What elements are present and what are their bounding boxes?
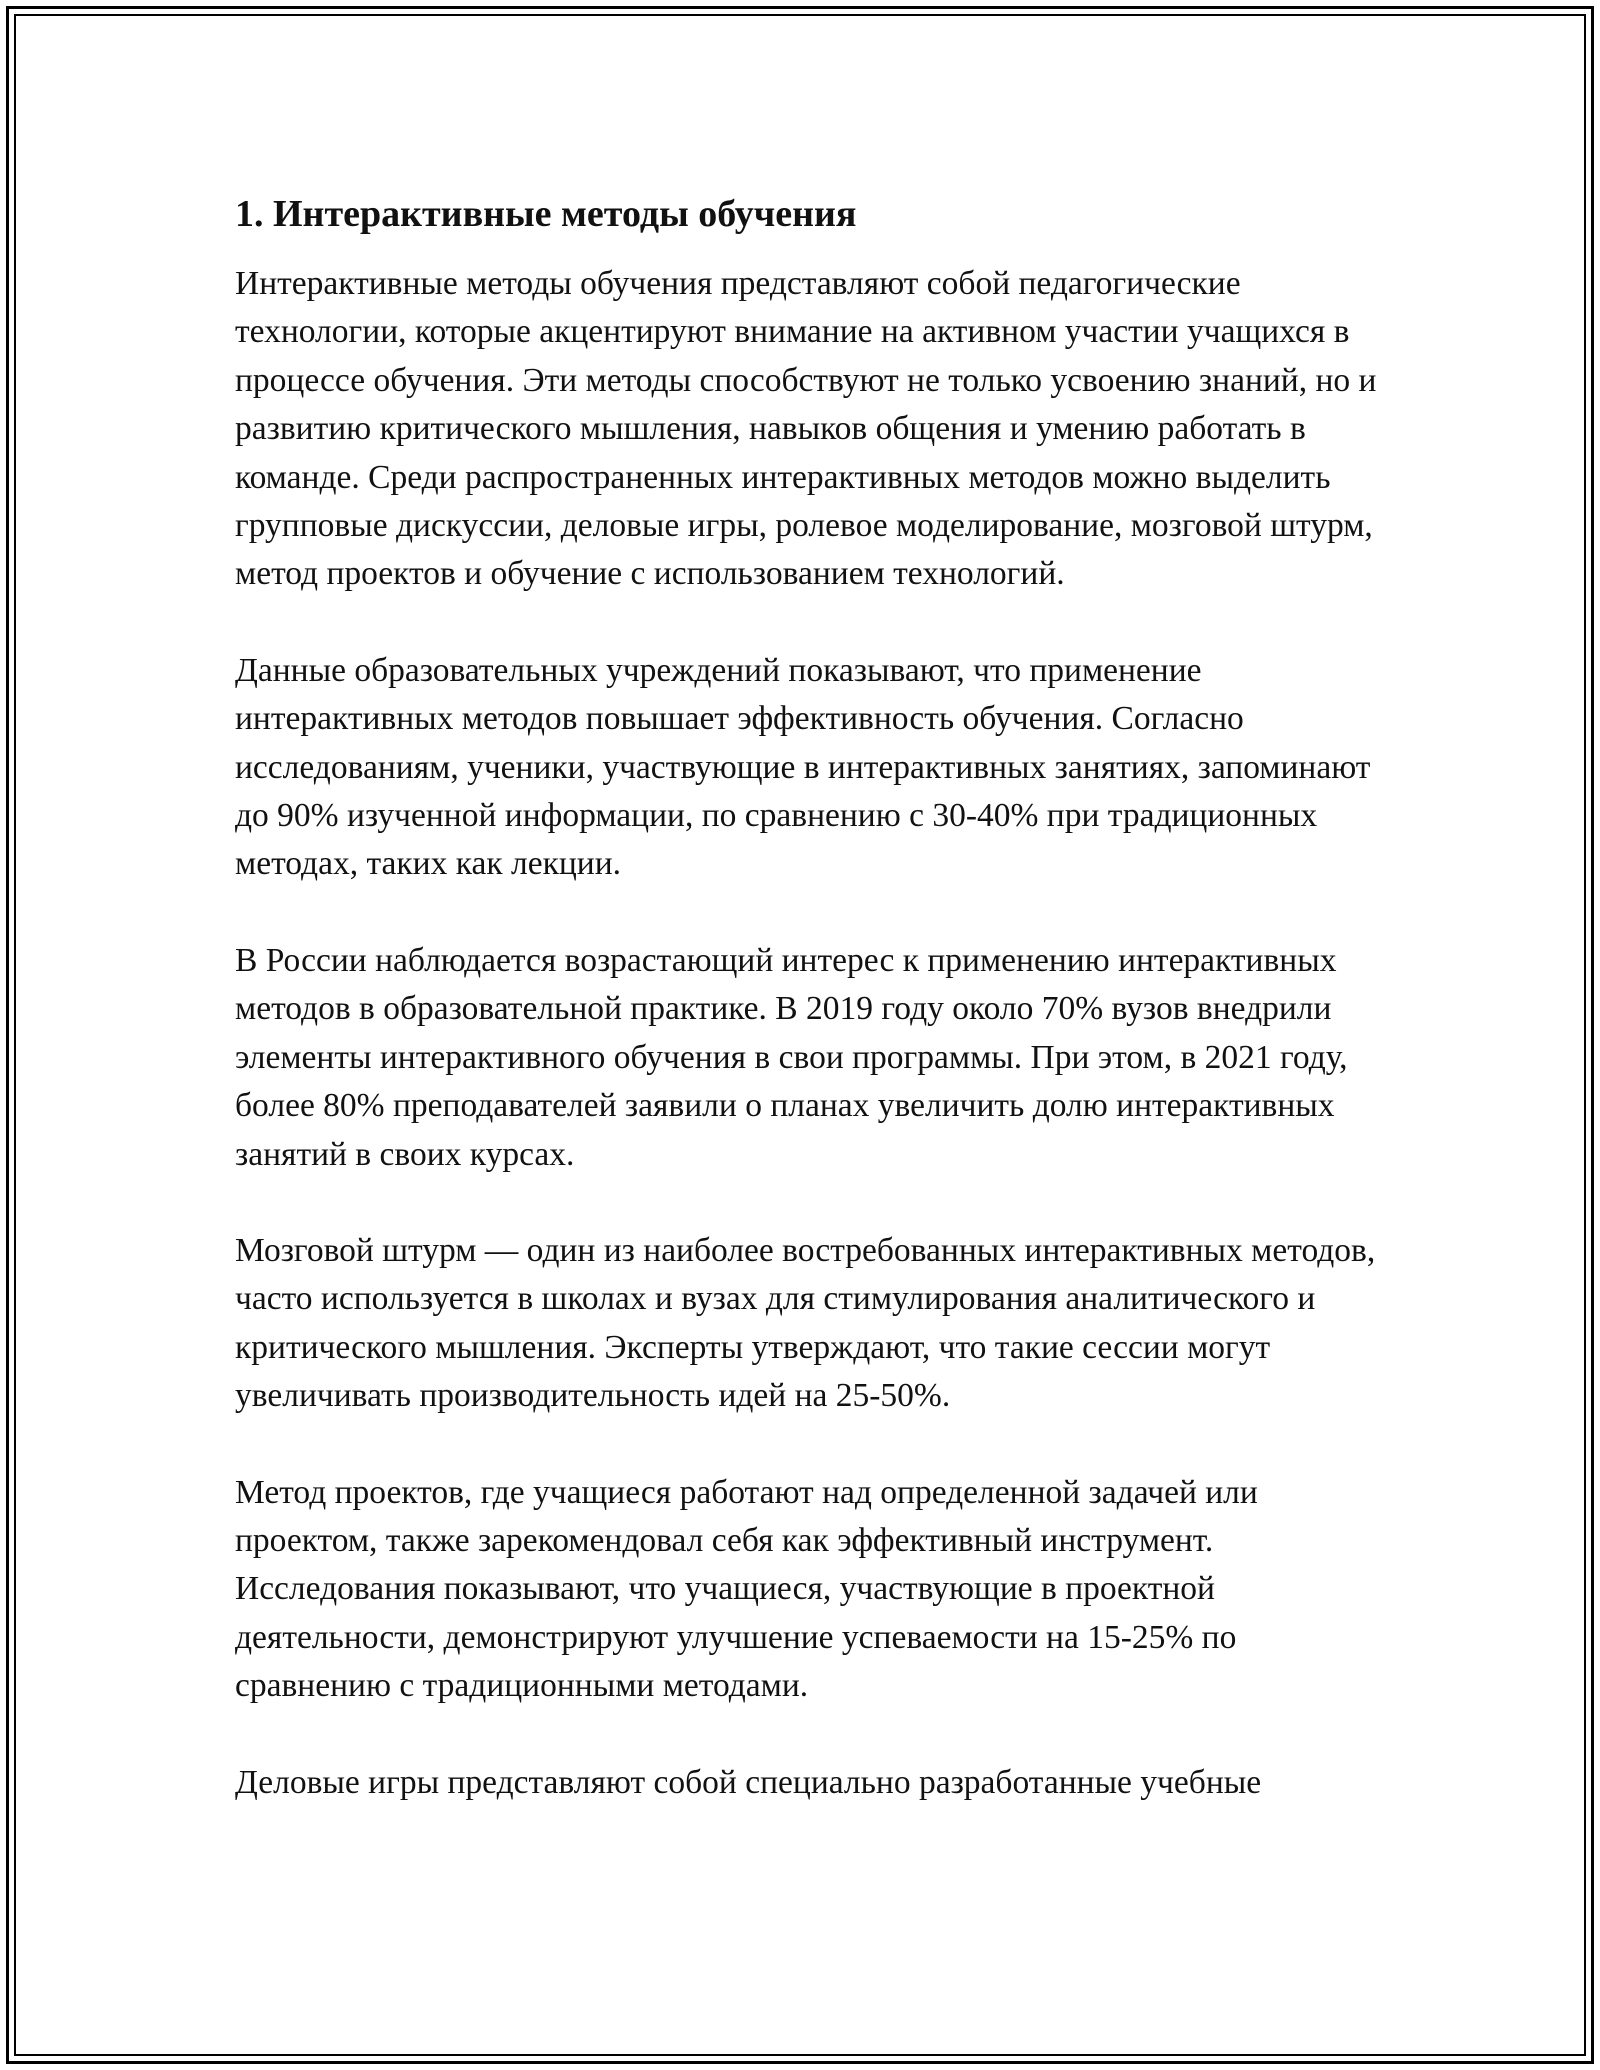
paragraph-projects: Метод проектов, где учащиеся работают над определенной задачей или проектом, также зарекомендовал себя как эффективный инструмент. Исследования показывают, что учащиеся, участвующие в проектной деятельности, демонстрируют улучшение успеваемости на 15-25% по сравнению с традиционными методами. [235, 1473, 1258, 1705]
paragraph-russia: В России наблюдается возрастающий интерес к применению интерактивных методов в образовательной практике. В 2019 году около 70% вузов внедрили элементы интерактивного обучения в свои программы. При этом, в 2021 году, более 80% преподавателей заявили о планах увеличить долю интерактивных занятий в своих курсах. [235, 941, 1348, 1173]
paragraph-business-games: Деловые игры представляют собой специально разработанные учебные [235, 1763, 1262, 1801]
paragraph-intro: Интерактивные методы обучения представляют собой педагогические технологии, которые акцентируют внимание на активном участии учащихся в процессе обучения. Эти методы способствуют не только усвоению знаний, но и развитию критического мышления, навыков общения и умению работать в команде. Среди распространенных интерактивных методов можно выделить групповые дискуссии, деловые игры, ролевое моделирование, мозговой штурм, метод проектов и обучение с использованием технологий. [235, 265, 1377, 593]
section-heading: 1. Интерактивные методы обучения [235, 193, 857, 235]
paragraph-effectiveness: Данные образовательных учреждений показывают, что применение интерактивных методов повышает эффективность обучения. Согласно исследованиям, ученики, участвующие в интерактивных занятиях, запоминают до 90% изученной информации, по сравнению с 30-40% при традиционных методах, таких как лекции. [235, 651, 1371, 883]
paragraph-brainstorm: Мозговой штурм — один из наиболее востребованных интерактивных методов, часто используется в школах и вузах для стимулирования аналитического и критического мышления. Эксперты утверждают, что такие сессии могут увеличивать производительность идей на 25-50%. [235, 1231, 1376, 1415]
document-body [235, 188, 1385, 1855]
